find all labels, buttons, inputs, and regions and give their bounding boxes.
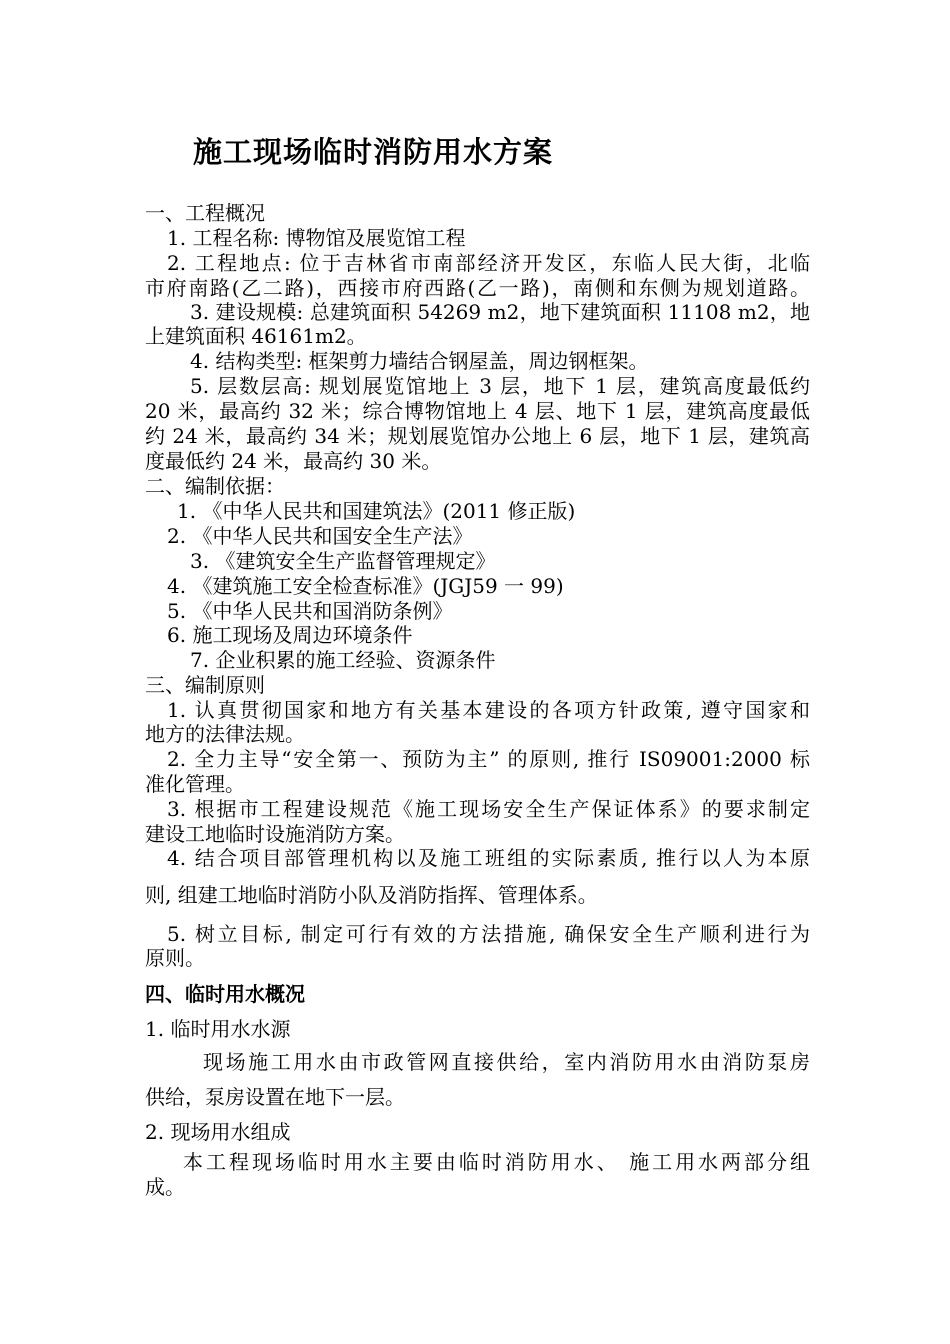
page-title: 施工现场临时消防用水方案 (193, 135, 554, 169)
section-heading-3: 三、编制原则 (145, 673, 265, 697)
text-line: 原则。 (145, 946, 205, 970)
text-line: 供给，泵房设置在地下一层。 (145, 1085, 405, 1109)
text-line: 成。 (145, 1175, 185, 1199)
text-line: 20 米，最高约 32 米；综合博物馆地上 4 层、地下 1 层，建筑高度最低 (145, 399, 810, 423)
subsection-heading: 2. 现场用水组成 (145, 1120, 291, 1144)
text-line: 1. 工程名称: 博物馆及展览馆工程 (167, 226, 466, 250)
list-item: 1. 《中华人民共和国建筑法》(2011 修正版) (177, 499, 576, 523)
text-line: 2. 全力主导“安全第一、预防为主” 的原则, 推行 IS09001:2000 标 (167, 747, 810, 771)
text-line: 3. 根据市工程建设规范《施工现场安全生产保证体系》的要求制定 (167, 797, 810, 821)
list-item: 2. 《中华人民共和国安全生产法》 (167, 524, 473, 548)
text-line: 地方的法律法规。 (145, 722, 305, 746)
text-line: 4. 结合项目部管理机构以及施工班组的实际素质, 推行以人为本原 (167, 846, 810, 870)
section-heading-1: 一、工程概况 (145, 201, 265, 225)
text-line: 则, 组建工地临时消防小队及消防指挥、管理体系。 (145, 883, 598, 907)
text-line: 上建筑面积 46161m2。 (145, 324, 367, 348)
subsection-heading: 1. 临时用水水源 (145, 1017, 291, 1041)
text-line: 5. 层数层高: 规划展览馆地上 3 层，地下 1 层，建筑高度最低约 (190, 374, 810, 398)
text-line: 约 24 米，最高约 34 米；规划展览馆办公地上 6 层，地下 1 层，建筑高 (145, 424, 810, 448)
text-line: 现场施工用水由市政管网直接供给，室内消防用水由消防泵房 (203, 1050, 810, 1074)
list-item: 7. 企业积累的施工经验、资源条件 (190, 648, 496, 672)
text-line: 2. 工程地点: 位于吉林省市南部经济开发区，东临人民大街，北临 (167, 251, 810, 275)
text-line: 3. 建设规模: 总建筑面积 54269 m2，地下建筑面积 11108 m2，地 (190, 300, 810, 324)
text-line: 建设工地临时设施消防方案。 (145, 822, 405, 846)
list-item: 3. 《建筑安全生产监督管理规定》 (190, 549, 496, 573)
text-line: 本工程现场临时用水主要由临时消防用水、 施工用水两部分组 (183, 1150, 810, 1174)
list-item: 5. 《中华人民共和国消防条例》 (167, 599, 453, 623)
list-item: 6. 施工现场及周边环境条件 (167, 623, 413, 647)
text-line: 4. 结构类型: 框架剪力墙结合钢屋盖，周边钢框架。 (190, 349, 649, 373)
text-line: 1. 认真贯彻国家和地方有关基本建设的各项方针政策, 遵守国家和 (167, 698, 810, 722)
text-line: 市府南路(乙二路)，西接市府西路(乙一路)，南侧和东侧为规划道路。 (145, 276, 810, 300)
section-heading-2: 二、编制依据： (145, 474, 285, 498)
text-line: 度最低约 24 米，最高约 30 米。 (145, 449, 442, 473)
text-line: 5. 树立目标, 制定可行有效的方法措施, 确保安全生产顺利进行为 (167, 922, 810, 946)
text-line: 准化管理。 (145, 772, 245, 796)
section-heading-4: 四、临时用水概况 (145, 982, 305, 1006)
list-item: 4. 《建筑施工安全检查标准》(JGJ59 一 99) (167, 574, 564, 598)
